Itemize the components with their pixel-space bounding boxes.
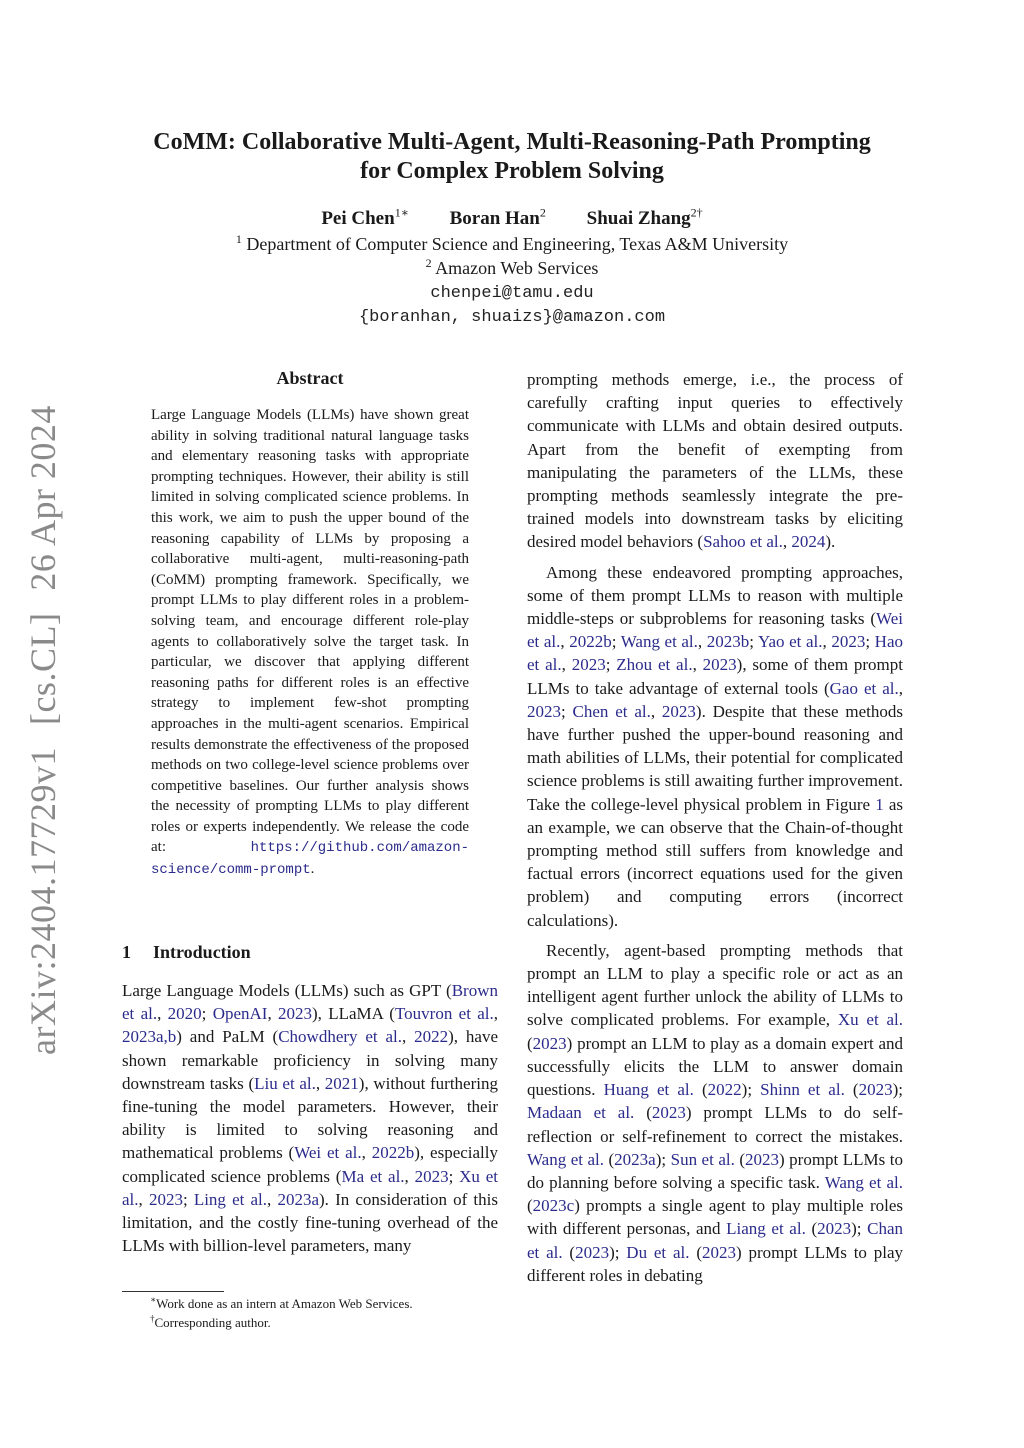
arxiv-id[interactable]: arXiv:2404.17729v1 [23, 747, 63, 1055]
citation-link[interactable]: 2023a [614, 1149, 656, 1169]
paragraph-text: Recently, agent-based prompting methods that prompt an LLM to play a specific role or act as an intelligent agent further unlock the ability of LLMs to solve complicated problems. For example, [527, 940, 903, 1030]
citation-link[interactable]: 2023b [706, 632, 750, 652]
title-line-2: for Complex Problem Solving [360, 158, 664, 184]
arxiv-date: 26 Apr 2024 [23, 405, 63, 591]
citation-link[interactable]: Brown et al. [122, 981, 498, 1024]
paragraph-text: ); [609, 1242, 627, 1262]
citation-link[interactable]: 1 [875, 794, 884, 814]
paragraph-text: ( [527, 1196, 533, 1216]
paragraph-text: prompting methods emerge, i.e., the process of carefully crafting input queries to effectively communicate with LLMs and obtain desired outputs. Apart from the benefit of exempting from manipulating the parameters of the LLMs, these prompting methods seamlessly integrate the pre-trained models into downstream tasks by eliciting desired model behaviors ( [527, 370, 903, 552]
paragraph-text: ) prompt LLMs to do planning before solving a specific task. [527, 1149, 903, 1192]
citation-link[interactable]: Ma et al. [341, 1166, 405, 1186]
paragraph-text: ), especially complicated science problems ( [122, 1143, 498, 1186]
paragraph-text: ( [805, 1219, 818, 1239]
footnote-1: ∗Work done as an intern at Amazon Web Services. [150, 1294, 413, 1311]
citation-link[interactable]: Sun et al. [670, 1149, 735, 1169]
paragraph-text: ) prompts a single agent to play multiple roles with different personas, and [527, 1196, 903, 1239]
paragraph-text: ; [611, 632, 621, 652]
paragraph-text: , [692, 655, 703, 675]
paragraph-text: Among these endeavored prompting approaches, some of them prompt LLMs to reason with multiple middle-steps or subproblems for reasoning tasks ( [527, 562, 903, 629]
citation-link[interactable]: 2023a,b [122, 1027, 177, 1047]
citation-link[interactable]: 2023 [148, 1189, 183, 1209]
citation-link[interactable]: Wang et al. [824, 1172, 903, 1192]
paragraph-text: Large Language Models (LLMs) such as GPT ( [122, 981, 452, 1000]
email-2[interactable]: {boranhan, shuaizs}@amazon.com [358, 308, 666, 327]
citation-link[interactable]: 2023 [527, 701, 561, 721]
paragraph-text: ); [892, 1080, 903, 1100]
paragraph-text: ) prompt LLMs to do self-reflection or self-refinement to correct the mistakes. [527, 1103, 903, 1146]
citation-link[interactable]: Shinn et al. [760, 1080, 845, 1100]
citation-link[interactable]: 2024 [791, 532, 826, 552]
title-line-1: CoMM: Collaborative Multi-Agent, Multi-Reasoning-Path Prompting [153, 129, 871, 155]
paragraph-text: , [315, 1073, 325, 1093]
paragraph-text: ; [182, 1189, 194, 1209]
author-1: Pei Chen$^{1∗}$ [321, 205, 409, 229]
paragraph-text: , [267, 1004, 279, 1024]
abstract-body: Large Language Models (LLMs) have shown great ability in solving traditional natural language tasks and elementary reasoning tasks with appropriate prompting techniques. However, their ability is still limited in solving complicated science problems. In this work, we aim to push the upper bound of the reasoning capability of LLMs by proposing a collaborative multi-agent, multi-reasoning-path (CoMM) prompting framework. Specifically, we prompt LLMs to play different roles in a problem-solving team, and encourage different role-play agents to collaboratively solve the target task. In particular, we discover that applying different reasoning paths for different roles is an effective strategy to implement few-shot prompting approaches in the multi-agent scenarios. Empirical results demonstrate the effectiveness of the proposed methods on two college-level science problems over competitive baselines. Our further analysis shows the necessity of prompting LLMs to play different roles or experts independently. We release the code at: https://github.com/amazon-science/comm-prompt. [151, 407, 469, 879]
citation-link[interactable]: Chan et al. [527, 1219, 903, 1262]
paragraph-text: , [898, 678, 903, 698]
citation-link[interactable]: 2023 [701, 1242, 736, 1262]
citation-link[interactable]: 2022b [569, 632, 612, 652]
citation-link[interactable]: Xu et al. [122, 1166, 499, 1209]
abstract-heading: Abstract [276, 368, 344, 388]
citation-link[interactable]: Zhou et al. [616, 655, 693, 675]
paragraph-text: ) prompt an LLM to play as a domain expert and successfully elicits the LLM to answer domain questions. [527, 1033, 903, 1100]
citation-link[interactable]: 2022 [707, 1080, 742, 1100]
paragraph-text: ). Despite that these methods have further pushed the upper-bound reasoning and math abilities of LLMs, their potential for complicated science problems is still awaiting further improvement. Take the college-level physical problem in Figure [527, 701, 904, 814]
paper-title [90, 128, 934, 186]
affiliation-1: $^1$ Department of Computer Science and Engineering, Texas A&M University [235, 232, 789, 254]
paragraph-text: ( [527, 1033, 533, 1053]
paragraph-text: ) prompt LLMs to play different roles in debating [527, 1242, 903, 1285]
paragraph-text: , [157, 1004, 168, 1024]
section-heading-introduction: 1 Introduction [122, 942, 251, 962]
citation-link[interactable]: Hao et al. [527, 632, 903, 675]
citation-link[interactable]: Wang et al. [527, 1149, 605, 1169]
citation-link[interactable]: Sahoo et al. [703, 532, 783, 552]
paragraph-text: , [138, 1189, 149, 1209]
code-link[interactable]: https://github.com/amazon-science/comm-prompt [151, 840, 469, 879]
footnotes [122, 1294, 498, 1332]
citation-link[interactable]: Xu et al. [837, 1010, 903, 1030]
citation-link[interactable]: 2023 [651, 1103, 686, 1123]
paragraph-text: , [561, 655, 572, 675]
paragraph-text: , [822, 632, 832, 652]
citation-link[interactable]: 2023 [571, 655, 606, 675]
paragraph-text: ). In consideration of this limitation, and the costly fine-tuning overhead of the LLMs with billion-level parameters, many [122, 1189, 498, 1256]
intro-paragraph-right-1 [527, 368, 903, 554]
paragraph-text: ( [634, 1103, 652, 1123]
paragraph-text: , [560, 632, 570, 652]
paragraph-text: , [493, 1004, 498, 1024]
citation-link[interactable]: 2023 [858, 1080, 893, 1100]
citation-link[interactable]: 2020 [167, 1004, 202, 1024]
citation-link[interactable]: 2023c [532, 1196, 575, 1216]
paragraph-text: , [697, 632, 707, 652]
citation-link[interactable]: Touvron et al. [394, 1004, 494, 1024]
citation-link[interactable]: 2023 [661, 701, 696, 721]
author-3: Shuai Zhang$^{2\dagger}$ [586, 205, 703, 229]
paragraph-text: ). [825, 532, 836, 552]
paragraph-text: , [361, 1143, 372, 1163]
email-1[interactable]: chenpei@tamu.edu [430, 284, 594, 303]
citation-link[interactable]: 2023 [575, 1242, 610, 1262]
paragraph-text: ; [201, 1004, 213, 1024]
paragraph-text: ); [851, 1219, 868, 1239]
intro-paragraph-right-2 [527, 561, 903, 932]
arxiv-stamp [22, 383, 64, 1055]
paragraph-text: ) and PaLM ( [176, 1027, 279, 1047]
paragraph-text: , [404, 1166, 415, 1186]
citation-link[interactable]: Wei et al. [294, 1143, 362, 1163]
author-list [90, 206, 934, 232]
paragraph-text: ; [561, 701, 573, 721]
paragraph-text: ; [865, 632, 875, 652]
citation-link[interactable]: Yao et al. [757, 632, 823, 652]
citation-link[interactable]: Huang et al. [603, 1080, 694, 1100]
paragraph-text: ; [605, 655, 617, 675]
citation-link[interactable]: 2023 [702, 655, 737, 675]
intro-paragraph-left [122, 979, 498, 1257]
citation-link[interactable]: 2023 [831, 632, 866, 652]
citation-link[interactable]: 2023 [745, 1149, 779, 1169]
paragraph-text: , [267, 1189, 278, 1209]
paragraph-text: ; [749, 632, 758, 652]
citation-link[interactable]: 2023 [414, 1166, 449, 1186]
paragraph-text: ( [689, 1242, 702, 1262]
citation-link[interactable]: Wang et al. [620, 632, 698, 652]
paragraph-text: ( [734, 1149, 745, 1169]
citation-link[interactable]: Madaan et al. [527, 1103, 635, 1123]
citation-link[interactable]: 2022 [414, 1027, 449, 1047]
paragraph-text: ; [448, 1166, 460, 1186]
arxiv-category: [cs.CL] [23, 612, 63, 726]
footnote-rule [122, 1291, 224, 1292]
citation-link[interactable]: Gao et al. [829, 678, 899, 698]
paragraph-text: ), without furthering fine-tuning the model parameters. However, their ability is limited to solving reasoning and mathematical problems ( [122, 1073, 498, 1163]
paragraph-text: , [782, 532, 792, 552]
paragraph-text: as an example, we can observe that the Chain-of-thought prompting method still suffers from knowledge and factual errors (incorrect equations used for the given problem) and computing errors (incorrect calculations). [527, 794, 903, 930]
paragraph-text: ( [844, 1080, 859, 1100]
citation-link[interactable]: Liang et al. [726, 1219, 806, 1239]
citation-link[interactable]: 2023 [817, 1219, 852, 1239]
citation-link[interactable]: 2023a [277, 1189, 319, 1209]
citation-link[interactable]: Wei et al. [527, 609, 903, 652]
author-2: Boran Han$^2$ [449, 205, 546, 229]
citation-link[interactable]: Du et al. [626, 1242, 690, 1262]
citation-link[interactable]: 2022b [371, 1143, 415, 1163]
citation-link[interactable]: Liu et al. [254, 1073, 316, 1093]
paragraph-text: ), have shown remarkable proficiency in solving many downstream tasks ( [122, 1027, 498, 1093]
paragraph-text: ), LLaMA ( [312, 1004, 395, 1024]
footnote-2: †Corresponding author. [150, 1313, 271, 1330]
paragraph-text: ( [604, 1149, 615, 1169]
citation-link[interactable]: Chowdhery et al. [278, 1027, 403, 1047]
citation-link[interactable]: Ling et al. [193, 1189, 268, 1209]
citation-link[interactable]: Chen et al. [572, 701, 651, 721]
intro-right-column [527, 368, 903, 1294]
paragraph-text: ( [562, 1242, 576, 1262]
paragraph-text: , [402, 1027, 415, 1047]
paragraph-text: , [650, 701, 662, 721]
paragraph-text: ( [693, 1080, 708, 1100]
citation-link[interactable]: 2023 [278, 1004, 313, 1024]
intro-paragraph-right-3 [527, 939, 903, 1287]
abstract-text: Large Language Models (LLMs) have shown great ability in solving traditional natural language tasks and elementary reasoning tasks with appropriate prompting techniques. However, their ability is still limited in solving complicated science problems. In this work, we aim to push the upper bound of the reasoning capability of LLMs by proposing a collaborative multi-agent, multi-reasoning-path (CoMM) prompting framework. Specifically, we prompt LLMs to play different roles in a problem-solving team, and encourage different role-play agents to collaboratively solve the target task. In particular, we discover that applying different reasoning paths for different roles is an effective strategy to implement few-shot prompting approaches in the multi-agent scenarios. Empirical results demonstrate the effectiveness of the proposed methods on two college-level science problems over competitive baselines. Our further analysis shows the necessity of prompting LLMs to play different roles or experts independently. We release the code at: [151, 407, 469, 856]
citation-link[interactable]: OpenAI [212, 1004, 268, 1024]
citation-link[interactable]: 2021 [324, 1073, 359, 1093]
paragraph-text: ); [655, 1149, 671, 1169]
affiliation-2: $^2$ Amazon Web Services [425, 256, 599, 278]
citation-link[interactable]: 2023 [532, 1033, 567, 1053]
paragraph-text: ); [741, 1080, 761, 1100]
paragraph-text: ), some of them prompt LLMs to take advantage of external tools ( [527, 655, 904, 698]
